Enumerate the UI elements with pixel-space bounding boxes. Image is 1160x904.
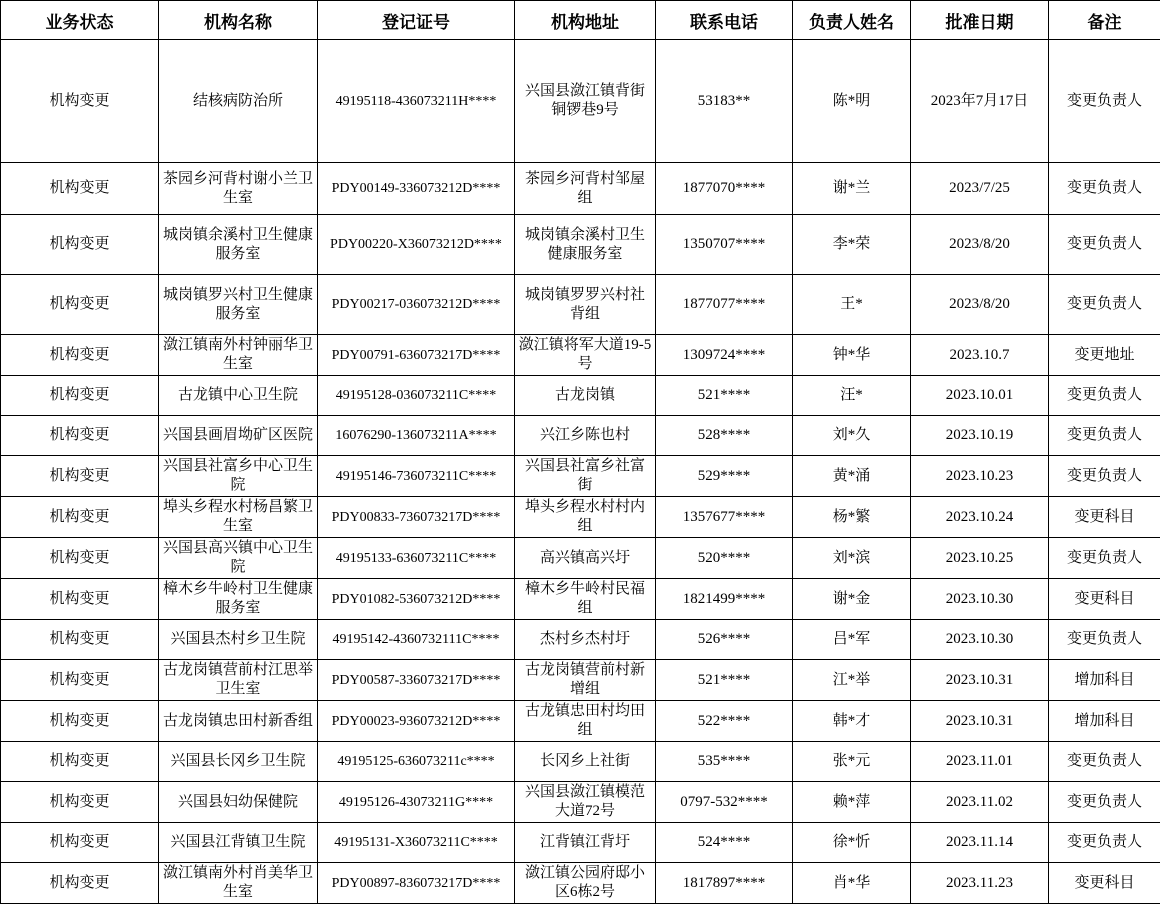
table-row <box>1 215 1160 275</box>
table-cell-phone: 526**** <box>656 620 793 660</box>
table-header-row <box>1 1 1160 40</box>
table-cell-person: 陈*明 <box>793 40 911 163</box>
table-cell-address: 兴国县潋江镇模范大道72号 <box>515 782 656 823</box>
table-cell-remark: 变更科目 <box>1049 497 1160 538</box>
table-cell-status: 机构变更 <box>1 275 159 335</box>
table-cell-date: 2023.10.24 <box>911 497 1049 538</box>
table-cell-reg_no: PDY00833-736073217D**** <box>318 497 515 538</box>
table-cell-address: 杰村乡杰村圩 <box>515 620 656 660</box>
table-cell-address: 兴江乡陈也村 <box>515 416 656 456</box>
table-cell-status: 机构变更 <box>1 538 159 579</box>
table-cell-date: 2023.10.25 <box>911 538 1049 579</box>
table-cell-status: 机构变更 <box>1 215 159 275</box>
table-cell-date: 2023.10.30 <box>911 620 1049 660</box>
table-cell-date: 2023/8/20 <box>911 215 1049 275</box>
table-cell-person: 刘*滨 <box>793 538 911 579</box>
table-cell-person: 赖*萍 <box>793 782 911 823</box>
table-cell-address: 高兴镇高兴圩 <box>515 538 656 579</box>
table-cell-phone: 0797-532**** <box>656 782 793 823</box>
table-cell-date: 2023.10.19 <box>911 416 1049 456</box>
column-header-remark: 备注 <box>1049 1 1160 40</box>
table-cell-status: 机构变更 <box>1 497 159 538</box>
table-cell-date: 2023.11.23 <box>911 863 1049 904</box>
table-cell-address: 长冈乡上社街 <box>515 742 656 782</box>
table-cell-name: 兴国县长冈乡卫生院 <box>159 742 318 782</box>
table-cell-address: 樟木乡牛岭村民福组 <box>515 579 656 620</box>
table-cell-remark: 变更负责人 <box>1049 456 1160 497</box>
table-cell-reg_no: PDY00791-636073217D**** <box>318 335 515 376</box>
table-cell-remark: 增加科目 <box>1049 701 1160 742</box>
table-cell-phone: 535**** <box>656 742 793 782</box>
table-cell-name: 结核病防治所 <box>159 40 318 163</box>
table-row <box>1 497 1160 538</box>
table-cell-status: 机构变更 <box>1 376 159 416</box>
table-cell-remark: 变更负责人 <box>1049 163 1160 215</box>
table-cell-reg_no: PDY00149-336073212D**** <box>318 163 515 215</box>
table-cell-phone: 522**** <box>656 701 793 742</box>
table-cell-reg_no: PDY00023-936073212D**** <box>318 701 515 742</box>
table-cell-name: 兴国县江背镇卫生院 <box>159 823 318 863</box>
table-cell-remark: 变更负责人 <box>1049 782 1160 823</box>
table-cell-date: 2023.10.01 <box>911 376 1049 416</box>
table-cell-status: 机构变更 <box>1 742 159 782</box>
table-cell-person: 杨*繁 <box>793 497 911 538</box>
table-cell-phone: 521**** <box>656 660 793 701</box>
table-cell-reg_no: 49195126-43073211G**** <box>318 782 515 823</box>
table-cell-phone: 1877070**** <box>656 163 793 215</box>
table-cell-name: 兴国县画眉坳矿区医院 <box>159 416 318 456</box>
table-cell-date: 2023.10.31 <box>911 701 1049 742</box>
table-cell-name: 兴国县高兴镇中心卫生院 <box>159 538 318 579</box>
table-cell-name: 潋江镇南外村肖美华卫生室 <box>159 863 318 904</box>
table-cell-person: 谢*兰 <box>793 163 911 215</box>
table-cell-status: 机构变更 <box>1 823 159 863</box>
table-cell-remark: 变更负责人 <box>1049 823 1160 863</box>
column-header-reg_no: 登记证号 <box>318 1 515 40</box>
table-cell-reg_no: 49195118-436073211H**** <box>318 40 515 163</box>
table-cell-date: 2023.11.02 <box>911 782 1049 823</box>
table-cell-status: 机构变更 <box>1 163 159 215</box>
table-cell-phone: 524**** <box>656 823 793 863</box>
column-header-phone: 联系电话 <box>656 1 793 40</box>
table-cell-remark: 增加科目 <box>1049 660 1160 701</box>
table-cell-date: 2023/8/20 <box>911 275 1049 335</box>
table-row <box>1 660 1160 701</box>
table-cell-phone: 520**** <box>656 538 793 579</box>
table-cell-phone: 1821499**** <box>656 579 793 620</box>
table-cell-phone: 1309724**** <box>656 335 793 376</box>
table-cell-person: 江*举 <box>793 660 911 701</box>
table-cell-phone: 53183** <box>656 40 793 163</box>
table-row <box>1 742 1160 782</box>
table-cell-name: 兴国县杰村乡卫生院 <box>159 620 318 660</box>
table-cell-name: 兴国县妇幼保健院 <box>159 782 318 823</box>
table-cell-reg_no: 49195133-636073211C**** <box>318 538 515 579</box>
table-cell-address: 古龙岗镇营前村新增组 <box>515 660 656 701</box>
table-cell-name: 城岗镇罗兴村卫生健康服务室 <box>159 275 318 335</box>
table-row <box>1 40 1160 163</box>
table-cell-remark: 变更负责人 <box>1049 742 1160 782</box>
table-cell-address: 城岗镇罗罗兴村社背组 <box>515 275 656 335</box>
table-cell-name: 古龙镇中心卫生院 <box>159 376 318 416</box>
table-cell-status: 机构变更 <box>1 701 159 742</box>
table-row <box>1 416 1160 456</box>
table-cell-person: 张*元 <box>793 742 911 782</box>
table-cell-reg_no: PDY00897-836073217D**** <box>318 863 515 904</box>
table-cell-address: 兴国县潋江镇背街铜锣巷9号 <box>515 40 656 163</box>
table-row <box>1 456 1160 497</box>
table-cell-name: 古龙岗镇营前村江思举卫生室 <box>159 660 318 701</box>
table-cell-person: 王* <box>793 275 911 335</box>
table-cell-reg_no: 49195146-736073211C**** <box>318 456 515 497</box>
table-cell-reg_no: 49195128-036073211C**** <box>318 376 515 416</box>
table-cell-address: 古龙岗镇 <box>515 376 656 416</box>
table-cell-remark: 变更负责人 <box>1049 275 1160 335</box>
table-cell-name: 茶园乡河背村谢小兰卫生室 <box>159 163 318 215</box>
table-cell-person: 韩*才 <box>793 701 911 742</box>
column-header-status: 业务状态 <box>1 1 159 40</box>
table-cell-reg_no: PDY00217-036073212D**** <box>318 275 515 335</box>
table-cell-date: 2023/7/25 <box>911 163 1049 215</box>
table-cell-remark: 变更负责人 <box>1049 376 1160 416</box>
table-cell-remark: 变更负责人 <box>1049 538 1160 579</box>
table-cell-phone: 1817897**** <box>656 863 793 904</box>
table-cell-address: 埠头乡程水村村内组 <box>515 497 656 538</box>
table-cell-date: 2023.10.31 <box>911 660 1049 701</box>
table-row <box>1 701 1160 742</box>
table-cell-name: 潋江镇南外村钟丽华卫生室 <box>159 335 318 376</box>
table-cell-person: 刘*久 <box>793 416 911 456</box>
table-cell-address: 江背镇江背圩 <box>515 823 656 863</box>
table-cell-date: 2023.10.23 <box>911 456 1049 497</box>
table-cell-status: 机构变更 <box>1 863 159 904</box>
table-cell-remark: 变更科目 <box>1049 579 1160 620</box>
table-cell-reg_no: 16076290-136073211A**** <box>318 416 515 456</box>
table-row <box>1 823 1160 863</box>
table-cell-address: 潋江镇将军大道19-5号 <box>515 335 656 376</box>
table-cell-reg_no: 49195131-X36073211C**** <box>318 823 515 863</box>
table-cell-person: 李*荣 <box>793 215 911 275</box>
table-cell-status: 机构变更 <box>1 40 159 163</box>
table-cell-name: 城岗镇余溪村卫生健康服务室 <box>159 215 318 275</box>
table-cell-date: 2023.11.14 <box>911 823 1049 863</box>
table-cell-phone: 529**** <box>656 456 793 497</box>
table-cell-status: 机构变更 <box>1 579 159 620</box>
table-cell-date: 2023.11.01 <box>911 742 1049 782</box>
table-row <box>1 163 1160 215</box>
table-cell-reg_no: PDY01082-536073212D**** <box>318 579 515 620</box>
table-row <box>1 275 1160 335</box>
table-cell-status: 机构变更 <box>1 782 159 823</box>
table-cell-person: 黄*涌 <box>793 456 911 497</box>
table-cell-name: 樟木乡牛岭村卫生健康服务室 <box>159 579 318 620</box>
table-cell-reg_no: PDY00587-336073217D**** <box>318 660 515 701</box>
table-cell-phone: 1350707**** <box>656 215 793 275</box>
table-cell-address: 潋江镇公园府邸小区6栋2号 <box>515 863 656 904</box>
column-header-date: 批准日期 <box>911 1 1049 40</box>
table-cell-status: 机构变更 <box>1 620 159 660</box>
table-cell-name: 埠头乡程水村杨昌繁卫生室 <box>159 497 318 538</box>
table-row <box>1 863 1160 904</box>
table-cell-person: 谢*金 <box>793 579 911 620</box>
column-header-name: 机构名称 <box>159 1 318 40</box>
table-cell-phone: 528**** <box>656 416 793 456</box>
table-row <box>1 376 1160 416</box>
table-cell-phone: 1877077**** <box>656 275 793 335</box>
table-row <box>1 782 1160 823</box>
table-cell-name: 兴国县社富乡中心卫生院 <box>159 456 318 497</box>
table-cell-remark: 变更地址 <box>1049 335 1160 376</box>
table-cell-date: 2023.10.30 <box>911 579 1049 620</box>
table-row <box>1 620 1160 660</box>
table-cell-remark: 变更负责人 <box>1049 620 1160 660</box>
table-cell-status: 机构变更 <box>1 456 159 497</box>
table-cell-person: 肖*华 <box>793 863 911 904</box>
table-cell-reg_no: 49195142-4360732111C**** <box>318 620 515 660</box>
table-cell-address: 茶园乡河背村邹屋组 <box>515 163 656 215</box>
table-row <box>1 335 1160 376</box>
table-cell-reg_no: PDY00220-X36073212D**** <box>318 215 515 275</box>
table-cell-address: 城岗镇余溪村卫生健康服务室 <box>515 215 656 275</box>
table-cell-person: 徐*忻 <box>793 823 911 863</box>
table-cell-status: 机构变更 <box>1 416 159 456</box>
table-cell-person: 汪* <box>793 376 911 416</box>
table-cell-reg_no: 49195125-636073211c**** <box>318 742 515 782</box>
column-header-address: 机构地址 <box>515 1 656 40</box>
table-cell-person: 钟*华 <box>793 335 911 376</box>
table-cell-remark: 变更负责人 <box>1049 40 1160 163</box>
table-cell-phone: 1357677**** <box>656 497 793 538</box>
table-cell-date: 2023年7月17日 <box>911 40 1049 163</box>
table-cell-remark: 变更科目 <box>1049 863 1160 904</box>
table-body <box>1 40 1160 904</box>
column-header-person: 负责人姓名 <box>793 1 911 40</box>
table-cell-status: 机构变更 <box>1 335 159 376</box>
table-row <box>1 538 1160 579</box>
table-cell-remark: 变更负责人 <box>1049 215 1160 275</box>
table-cell-status: 机构变更 <box>1 660 159 701</box>
table-cell-address: 兴国县社富乡社富街 <box>515 456 656 497</box>
table-cell-name: 古龙岗镇忠田村新香组 <box>159 701 318 742</box>
table-cell-address: 古龙镇忠田村均田组 <box>515 701 656 742</box>
table-cell-date: 2023.10.7 <box>911 335 1049 376</box>
table-cell-remark: 变更负责人 <box>1049 416 1160 456</box>
table-cell-phone: 521**** <box>656 376 793 416</box>
table-cell-person: 吕*军 <box>793 620 911 660</box>
table-row <box>1 579 1160 620</box>
